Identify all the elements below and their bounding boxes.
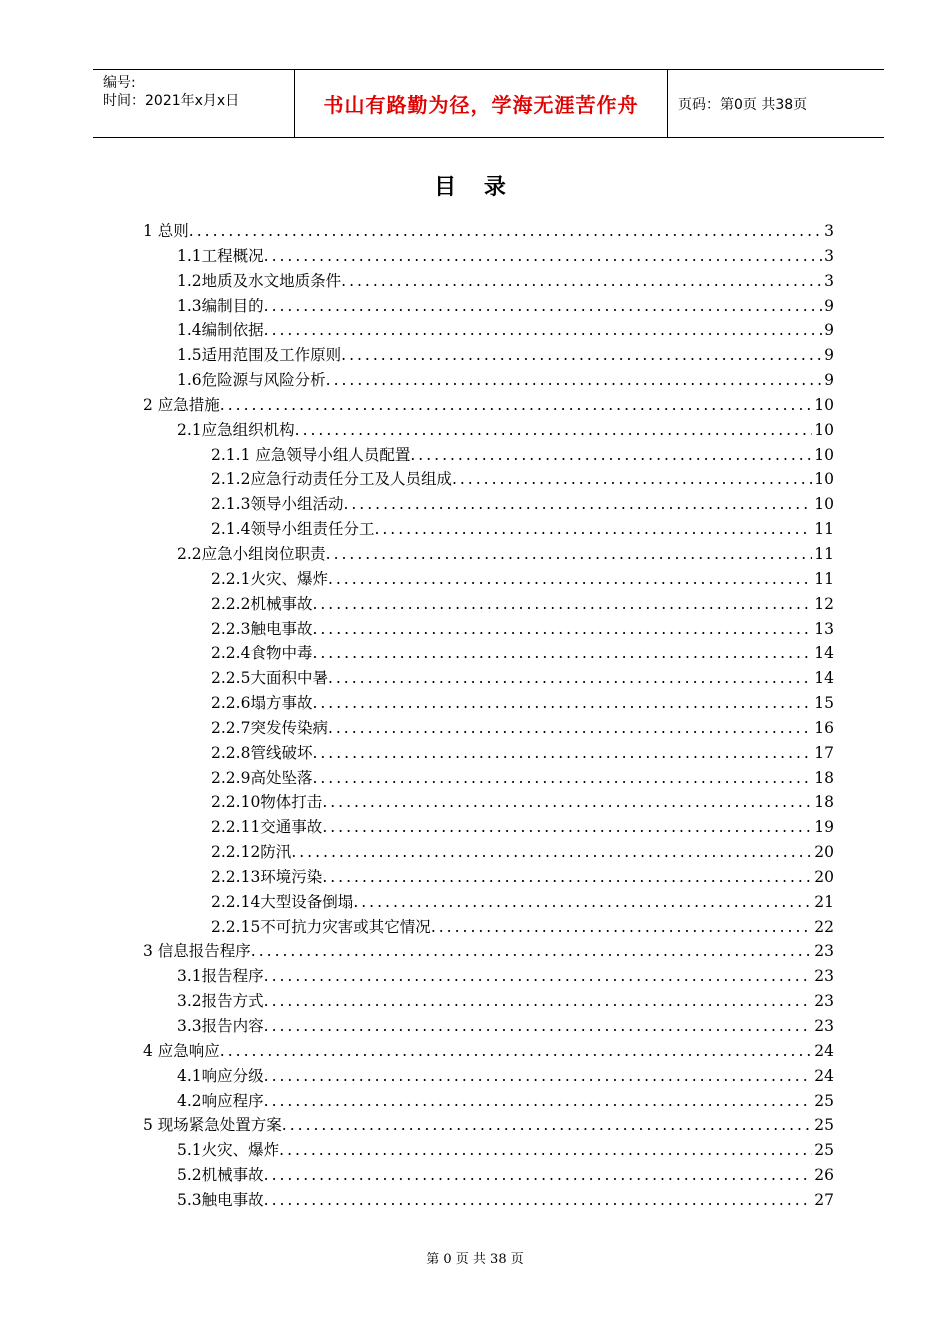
document-number: 编号: <box>103 75 136 91</box>
toc-leader-dots <box>410 443 812 468</box>
page-header <box>93 69 884 138</box>
toc-leader-dots <box>279 1138 812 1163</box>
toc-entry-label: 4 应急响应 <box>143 1041 220 1060</box>
toc-entry-label: 2.2.1火灾、爆炸 <box>211 569 328 588</box>
toc-leader-dots <box>341 343 822 368</box>
toc-entry-page: 25 <box>814 1116 834 1135</box>
toc-entry[interactable] <box>143 343 834 368</box>
toc-entry-page: 9 <box>824 371 834 390</box>
toc-leader-dots <box>326 542 813 567</box>
toc-leader-dots <box>328 716 812 741</box>
toc-entry-label: 1.1工程概况 <box>177 246 264 265</box>
toc-entry-page: 9 <box>824 346 834 365</box>
toc-entry[interactable] <box>143 244 834 269</box>
toc-leader-dots <box>282 1113 812 1138</box>
toc-leader-dots <box>264 1064 813 1089</box>
toc-entry-label: 3.3报告内容 <box>177 1017 264 1035</box>
toc-leader-dots <box>353 890 812 915</box>
toc-entry-page: 23 <box>814 942 834 961</box>
toc-entry[interactable] <box>143 617 834 642</box>
toc-entry-page: 27 <box>814 1190 834 1209</box>
toc-leader-dots <box>328 666 812 691</box>
toc-entry-label: 2.2.4食物中毒 <box>211 644 313 663</box>
toc-leader-dots <box>326 368 822 393</box>
toc-leader-dots <box>189 219 822 244</box>
toc-entry-page: 9 <box>824 296 834 315</box>
toc-entry-page: 10 <box>814 395 834 414</box>
toc-leader-dots <box>264 1188 813 1213</box>
toc-entry-label: 2.2.3触电事故 <box>211 619 313 638</box>
toc-entry-page: 22 <box>814 917 834 936</box>
header-page-count: 页码：第0页 共38页 <box>678 96 808 113</box>
toc-entry-label: 1.3编制目的 <box>177 296 264 315</box>
toc-entry-page: 20 <box>814 867 834 886</box>
toc-leader-dots <box>264 294 822 319</box>
toc-entry-label: 3 信息报告程序 <box>143 942 251 961</box>
toc-entry[interactable] <box>143 542 834 567</box>
toc-leader-dots <box>452 467 812 492</box>
toc-entry-label: 2.2.2机械事故 <box>211 594 313 613</box>
toc-entry[interactable] <box>143 443 834 468</box>
page-title: 目 录 <box>434 175 516 200</box>
toc-entry[interactable] <box>143 915 834 940</box>
toc-entry[interactable] <box>143 492 834 517</box>
toc-entry[interactable] <box>143 592 834 617</box>
toc-entry-page: 25 <box>814 1091 834 1110</box>
toc-entry-page: 21 <box>814 892 834 911</box>
toc-leader-dots <box>312 617 812 642</box>
toc-entry[interactable] <box>143 1113 834 1138</box>
toc-entry-page: 11 <box>814 544 834 563</box>
toc-entry[interactable] <box>143 766 834 791</box>
toc-entry-label: 2.1应急组织机构 <box>177 420 295 439</box>
toc-leader-dots <box>312 741 812 766</box>
toc-leader-dots <box>431 915 812 940</box>
toc-entry[interactable] <box>143 393 834 418</box>
toc-leader-dots <box>264 1163 813 1188</box>
toc-entry-label: 2.2.13环境污染 <box>211 867 323 886</box>
toc-leader-dots <box>291 840 812 865</box>
toc-entry-label: 3.2报告方式 <box>177 992 264 1011</box>
toc-entry[interactable] <box>143 716 834 741</box>
toc-leader-dots <box>264 989 813 1014</box>
toc-entry-page: 18 <box>814 768 834 787</box>
toc-entry-page: 26 <box>814 1166 834 1185</box>
toc-entry-page: 20 <box>814 843 834 862</box>
toc-entry-label: 5.3触电事故 <box>177 1190 264 1209</box>
toc-entry[interactable] <box>143 1014 834 1039</box>
header-meta <box>93 70 295 137</box>
toc-entry-page: 24 <box>814 1066 834 1085</box>
toc-entry-label: 4.1响应分级 <box>177 1066 264 1085</box>
toc-entry-label: 2.2.14大型设备倒塌 <box>211 892 354 911</box>
toc-entry-label: 5 现场紧急处置方案 <box>143 1116 282 1135</box>
toc-entry-page: 10 <box>814 420 834 439</box>
toc-leader-dots <box>328 567 812 592</box>
toc-leader-dots <box>264 1014 813 1039</box>
toc-leader-dots <box>264 1089 813 1114</box>
toc-entry[interactable] <box>143 691 834 716</box>
toc-entry[interactable] <box>143 890 834 915</box>
toc-entry-page: 17 <box>814 743 834 762</box>
document-time: 时间：2021年x月x日 <box>103 93 240 109</box>
toc-entry-page: 23 <box>814 967 834 986</box>
toc-entry-label: 2 应急措施 <box>143 395 220 414</box>
toc-entry-page: 10 <box>814 445 834 464</box>
toc-entry[interactable] <box>143 1089 834 1114</box>
toc-entry-label: 2.2.15不可抗力灾害或其它情况 <box>211 917 431 936</box>
table-of-contents <box>143 219 834 1213</box>
toc-entry[interactable] <box>143 815 834 840</box>
toc-entry-page: 9 <box>824 321 834 340</box>
toc-entry-page: 19 <box>814 818 834 837</box>
toc-entry[interactable] <box>143 840 834 865</box>
toc-entry[interactable] <box>143 790 834 815</box>
toc-leader-dots <box>251 939 812 964</box>
toc-entry-page: 18 <box>814 793 834 812</box>
toc-entry-label: 1 总则 <box>143 222 189 240</box>
toc-entry[interactable] <box>143 666 834 691</box>
toc-entry-label: 3.1报告程序 <box>177 967 264 986</box>
toc-leader-dots <box>322 815 812 840</box>
toc-entry-label: 5.1火灾、爆炸 <box>177 1141 280 1160</box>
toc-entry-page: 23 <box>814 1017 834 1035</box>
toc-entry[interactable] <box>143 641 834 666</box>
toc-entry-label: 2.2.11交通事故 <box>211 818 323 837</box>
toc-entry-label: 2.2.10物体打击 <box>211 793 323 812</box>
toc-leader-dots <box>343 492 812 517</box>
toc-entry-page: 24 <box>814 1041 834 1060</box>
toc-entry[interactable] <box>143 989 834 1014</box>
toc-entry-page: 16 <box>814 718 834 737</box>
toc-entry[interactable] <box>143 1039 834 1064</box>
toc-entry[interactable] <box>143 517 834 542</box>
toc-entry[interactable] <box>143 939 834 964</box>
toc-entry[interactable] <box>143 865 834 890</box>
toc-leader-dots <box>312 592 812 617</box>
toc-entry-label: 2.1.1 应急领导小组人员配置 <box>211 445 411 464</box>
toc-entry-label: 2.2.8管线破坏 <box>211 743 313 762</box>
toc-entry-label: 2.1.2应急行动责任分工及人员组成 <box>211 470 452 489</box>
toc-leader-dots <box>264 318 822 343</box>
toc-entry-page: 14 <box>814 669 834 688</box>
toc-entry-page: 25 <box>814 1141 834 1160</box>
toc-entry-label: 2.2.6塌方事故 <box>211 694 313 713</box>
header-motto: 书山有路勤为径，学海无涯苦作舟 <box>295 70 668 137</box>
toc-leader-dots <box>322 865 812 890</box>
toc-entry[interactable] <box>143 1138 834 1163</box>
toc-entry-label: 2.2.9高处坠落 <box>211 768 313 787</box>
toc-leader-dots <box>312 641 812 666</box>
toc-leader-dots <box>220 1039 812 1064</box>
toc-entry-page: 3 <box>824 271 834 290</box>
toc-entry[interactable] <box>143 1064 834 1089</box>
toc-leader-dots <box>312 766 812 791</box>
toc-entry-page: 10 <box>814 470 834 489</box>
toc-leader-dots <box>312 691 812 716</box>
toc-entry-page: 14 <box>814 644 834 663</box>
toc-leader-dots <box>322 790 812 815</box>
toc-leader-dots <box>374 517 812 542</box>
toc-entry-label: 1.2地质及水文地质条件 <box>177 271 342 290</box>
toc-entry-page: 12 <box>814 594 834 613</box>
toc-entry[interactable] <box>143 467 834 492</box>
toc-entry[interactable] <box>143 418 834 443</box>
toc-leader-dots <box>295 418 813 443</box>
toc-entry[interactable] <box>143 368 834 393</box>
toc-entry-label: 2.2.12防汛 <box>211 843 292 862</box>
toc-leader-dots <box>264 964 813 989</box>
toc-entry-label: 2.1.3领导小组活动 <box>211 495 344 514</box>
toc-entry-page: 11 <box>814 520 834 539</box>
toc-entry[interactable] <box>143 1163 834 1188</box>
toc-entry-label: 2.2.7突发传染病 <box>211 718 328 737</box>
toc-entry-label: 2.2应急小组岗位职责 <box>177 544 326 563</box>
toc-entry-label: 1.6危险源与风险分析 <box>177 371 326 390</box>
toc-entry[interactable] <box>143 1188 834 1213</box>
toc-entry[interactable] <box>143 269 834 294</box>
toc-leader-dots <box>264 244 822 269</box>
toc-entry[interactable] <box>143 964 834 989</box>
toc-entry-page: 10 <box>814 495 834 514</box>
toc-entry-label: 1.5适用范围及工作原则 <box>177 346 342 365</box>
toc-entry-page: 23 <box>814 992 834 1011</box>
toc-entry[interactable] <box>143 219 834 244</box>
toc-entry[interactable] <box>143 741 834 766</box>
toc-entry-page: 15 <box>814 694 834 713</box>
toc-entry-page: 3 <box>824 222 834 240</box>
toc-entry-label: 2.2.5大面积中暑 <box>211 669 328 688</box>
toc-entry[interactable] <box>143 318 834 343</box>
toc-leader-dots <box>341 269 822 294</box>
toc-leader-dots <box>220 393 812 418</box>
page-footer: 第 0 页 共 38 页 <box>426 1252 524 1267</box>
toc-entry-label: 4.2响应程序 <box>177 1091 264 1110</box>
toc-entry[interactable] <box>143 567 834 592</box>
toc-entry-label: 1.4编制依据 <box>177 321 264 340</box>
toc-entry-label: 5.2机械事故 <box>177 1166 264 1185</box>
toc-entry-page: 13 <box>814 619 834 638</box>
toc-entry[interactable] <box>143 294 834 319</box>
toc-entry-label: 2.1.4领导小组责任分工 <box>211 520 375 539</box>
toc-entry-page: 11 <box>814 569 834 588</box>
toc-entry-page: 3 <box>824 246 834 265</box>
